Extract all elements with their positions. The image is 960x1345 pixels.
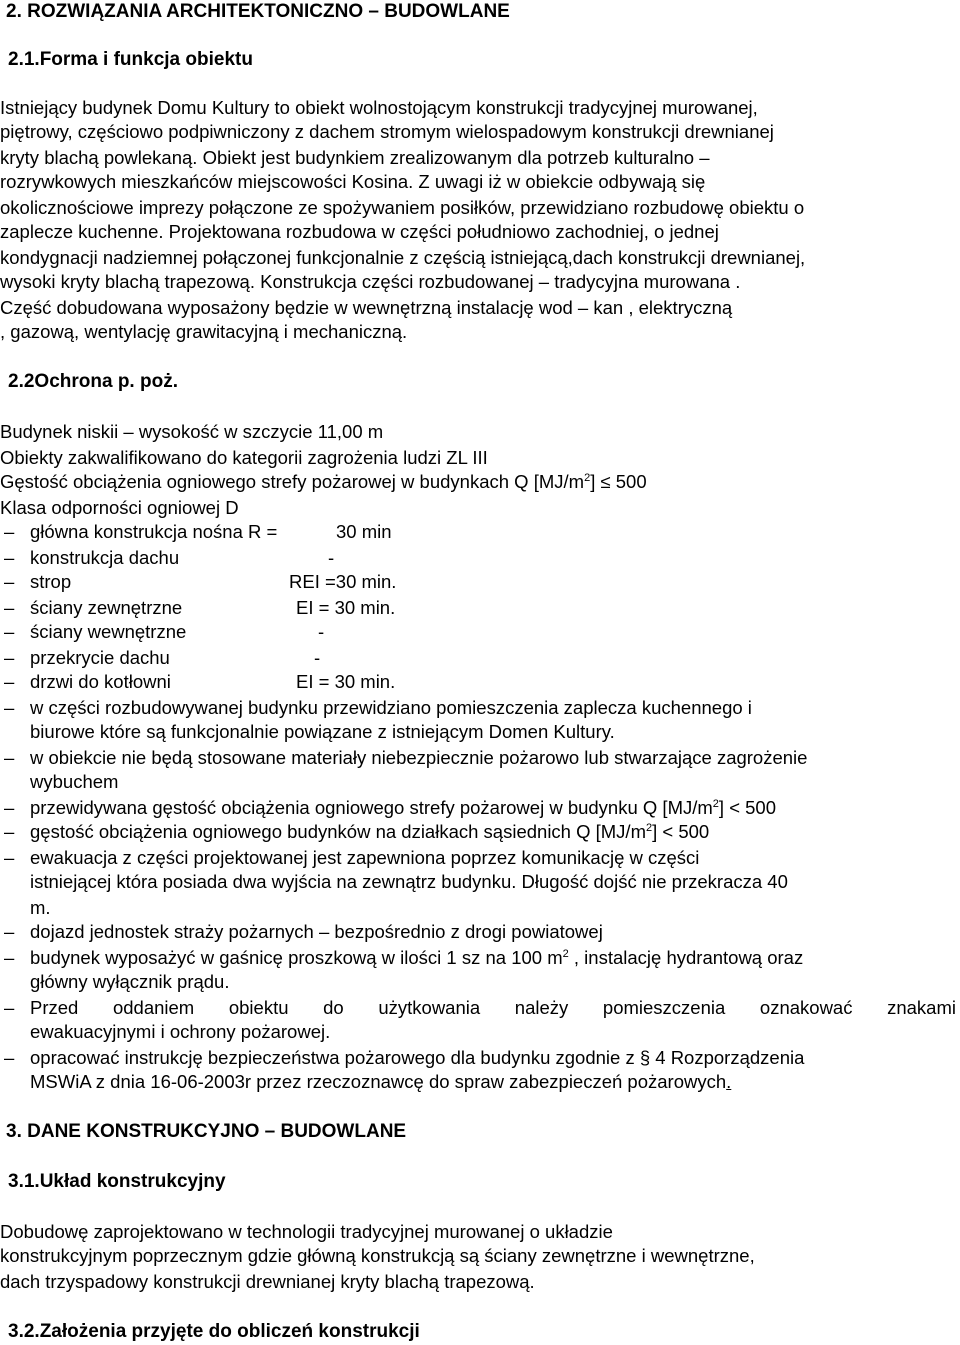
dash-bullet: – [4,947,15,968]
item-text: m. [30,897,51,918]
dash-bullet: – [4,571,15,592]
dash-bullet: – [4,1047,15,1068]
item-label: drzwi do kotłowni [30,671,171,692]
item-text: MSWiA z dnia 16-06-2003r przez rzeczoznawcę do spraw zabezpieczeń pożarowych. [30,1071,732,1092]
paragraph-line: Obiekty zakwalifikowano do kategorii zagrożenia ludzi ZL III [0,447,488,468]
dash-bullet: – [4,847,15,868]
dash-bullet: – [4,597,15,618]
dash-bullet: – [4,747,15,768]
item-text: w części rozbudowywanej budynku przewidziano pomieszczenia zaplecza kuchennego i [30,697,752,718]
paragraph-line: okolicznościowe imprezy połączone ze spożywaniem posiłków, przewidziano rozbudowę obiektu o [0,197,805,218]
subsection-heading: 3.1.Układ konstrukcyjny [8,1171,226,1192]
paragraph-line: dach trzyspadowy konstrukcji drewnianej kryty blachą trapezową. [0,1271,535,1292]
item-label: główna konstrukcja nośna R = [30,521,278,542]
paragraph-line: kondygnacji nadziemnej połączonej funkcjonalnie z częścią istniejącą,dach konstrukcji drewnianej, [0,247,806,268]
subsection-heading: 2.2Ochrona p. poż. [8,371,178,392]
item-text: ewakuacyjnymi i ochrony pożarowej. [30,1021,331,1042]
paragraph-line: wysoki kryty blachą trapezową. Konstrukcja części rozbudowanej – tradycyjna murowana . [0,271,741,292]
paragraph-line: konstrukcyjnym poprzecznym gdzie główną konstrukcją są ściany zewnętrzne i wewnętrzne, [0,1245,755,1266]
dash-bullet: – [4,821,15,842]
item-text: wybuchem [30,771,119,792]
paragraph-line: rozrywkowych mieszkańców miejscowości Kosina. Z uwagi iż w obiekcie odbywają się [0,171,706,192]
section-heading: 2. ROZWIĄZANIA ARCHITEKTONICZNO – BUDOWLANE [6,1,510,22]
fire-class-line: Klasa odporności ogniowej D [0,497,239,518]
subsection-heading: 2.1.Forma i funkcja obiektu [8,49,253,70]
dash-bullet: – [4,997,15,1018]
item-text: gęstość obciążenia ogniowego budynków na działkach sąsiednich Q $[MJ/m^2] < 500$ [30,821,710,842]
item-text: opracować instrukcję bezpieczeństwa pożarowego dla budynku zgodnie z § 4 Rozporządzenia [30,1047,805,1068]
subsection-heading: 3.2.Założenia przyjęte do obliczeń konstrukcji [8,1321,420,1342]
dash-bullet: – [4,697,15,718]
dash-bullet: – [4,647,15,668]
item-value: - [314,647,321,668]
item-value: 30 min [336,521,392,542]
item-text: przewidywana gęstość obciążenia ogniowego strefy pożarowej w budynku Q $[MJ/m^2] < 500$ [30,797,777,818]
item-label: przekrycie dachu [30,647,170,668]
item-label: konstrukcja dachu [30,547,180,568]
item-text: główny wyłącznik prądu. [30,971,230,992]
item-text: budynek wyposażyć w gaśnicę proszkową w ilości 1 sz na 100 $m^2$ , instalację hydrantową oraz [30,947,804,968]
item-label: ściany wewnętrzne [30,621,187,642]
dash-bullet: – [4,521,15,542]
item-text: Przed oddaniem obiektu do użytkowania należy pomieszczenia oznakować znakami [30,997,956,1018]
paragraph-line: , gazową, wentylację grawitacyjną i mechaniczną. [0,321,408,342]
dash-bullet: – [4,621,15,642]
item-value: REI =30 min. [289,571,397,592]
item-text: dojazd jednostek straży pożarnych – bezpośrednio z drogi powiatowej [30,921,603,942]
item-value: - [318,621,325,642]
item-text: istniejącej która posiada dwa wyjścia na zewnątrz budynku. Długość dojść nie przekracza 40 [30,871,788,892]
dash-bullet: – [4,547,15,568]
paragraph-line: kryty blachą powlekaną. Obiekt jest budynkiem zrealizowanym dla potrzeb kulturalno – [0,147,710,168]
paragraph-line: Część dobudowana wyposażony będzie w wewnętrzną instalację wod – kan , elektryczną [0,297,733,318]
item-text: ewakuacja z części projektowanej jest zapewniona poprzez komunikację w części [30,847,700,868]
item-value: - [328,547,335,568]
dash-bullet: – [4,797,15,818]
section-heading: 3. DANE KONSTRUKCYJNO – BUDOWLANE [6,1121,407,1142]
item-text: w obiekcie nie będą stosowane materiały niebezpiecznie pożarowo lub stwarzające zagrożenie [30,747,808,768]
paragraph-line: Budynek niskii – wysokość w szczycie 11,00 m [0,421,384,442]
paragraph-line: piętrowy, częściowo podpiwniczony z dachem stromym wielospadowym konstrukcji drewnianej [0,121,774,142]
item-label: ściany zewnętrzne [30,597,183,618]
dash-bullet: – [4,671,15,692]
paragraph-line: Istniejący budynek Domu Kultury to obiekt wolnostojącym konstrukcji tradycyjnej murowanej, [0,97,758,118]
item-value: EI = 30 min. [296,671,396,692]
item-value: EI = 30 min. [296,597,396,618]
dash-bullet: – [4,921,15,942]
item-label: strop [30,571,72,592]
item-text: biurowe które są funkcjonalnie powiązane z istniejącym Domen Kultury. [30,721,615,742]
paragraph-line: zaplecze kuchenne. Projektowana rozbudowa w części południowo zachodniej, o jednej [0,221,719,242]
fire-load-density-line: Gęstość obciążenia ogniowego strefy pożarowej w budynkach Q $[MJ/m^2] \le 500$ [0,471,647,492]
paragraph-line: Dobudowę zaprojektowano w technologii tradycyjnej murowanej o układzie [0,1221,613,1242]
